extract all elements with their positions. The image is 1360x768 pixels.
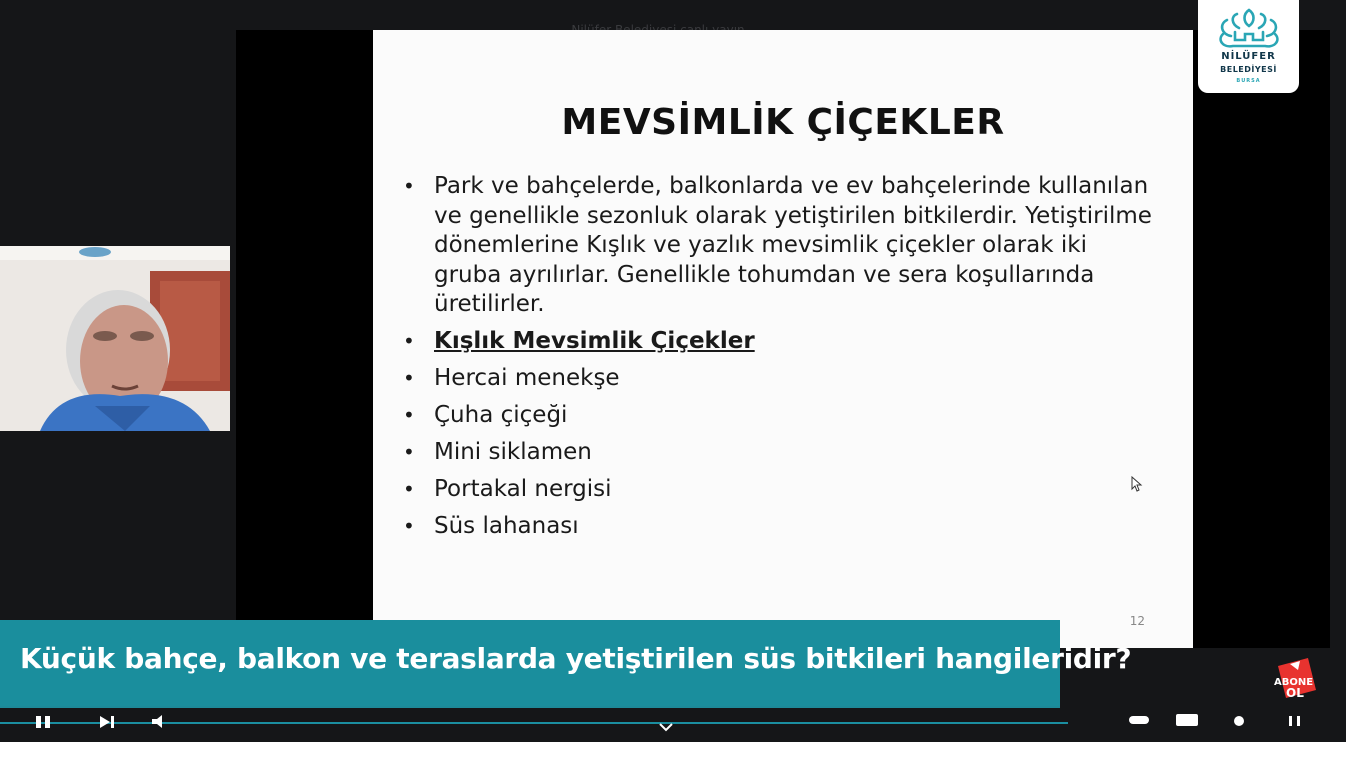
speaker-webcam: [0, 246, 230, 431]
lower-third-question: Küçük bahçe, balkon ve teraslarda yetiştirilen süs bitkileri hangileridir?: [20, 642, 1132, 675]
speaker-video: [0, 246, 230, 431]
slide-page-number: 12: [1129, 614, 1145, 628]
subscribe-label: ABONE: [1274, 677, 1314, 688]
logo-line-3: BURSA: [1236, 78, 1261, 84]
logo-line-2: BELEDİYESİ: [1220, 65, 1277, 74]
next-icon[interactable]: [96, 714, 118, 728]
lotus-logo-icon: [1209, 4, 1289, 52]
bullet-item: • Süs lahanası: [403, 513, 579, 539]
mouse-cursor-icon: [1131, 476, 1143, 492]
slide-bullet-list: [401, 172, 1161, 549]
bullet-item: • Park ve bahçelerde, balkonlarda ve ev bahçelerinde kullanılan ve genellikle sezonluk olarak yetiştirilen bitkilerdir. Yetiştirilme dönemlerine Kışlık ve yazlık mevsimlik çiçekler olarak iki gruba ayrılırlar. Genellikle tohumdan ve sera koşullarında üretilirler.: [403, 173, 1152, 317]
volume-icon[interactable]: [150, 714, 172, 728]
bullet-item: • Portakal nergisi: [403, 476, 612, 502]
bullet-item-heading: • Kışlık Mevsimlik Çiçekler: [403, 328, 755, 354]
lower-third-banner: [0, 620, 1132, 708]
subscribe-badge[interactable]: [1272, 656, 1318, 700]
municipality-logo: [1198, 0, 1299, 93]
pause-icon[interactable]: [34, 714, 54, 728]
presentation-slide: [373, 30, 1193, 648]
settings-gear-icon[interactable]: [1228, 712, 1250, 726]
bullet-item: • Çuha çiçeği: [403, 402, 568, 428]
bullet-item: • Mini siklamen: [403, 439, 592, 465]
subtitles-icon[interactable]: [1174, 712, 1200, 726]
logo-line-1: NİLÜFER: [1221, 51, 1276, 62]
autoplay-toggle-icon[interactable]: [1128, 712, 1150, 726]
bullet-item: • Hercai menekşe: [403, 365, 620, 391]
fullscreen-icon[interactable]: [1284, 712, 1306, 726]
slide-title: MEVSİMLİK ÇİÇEKLER: [561, 102, 1005, 143]
subscribe-label-2: OL: [1286, 686, 1304, 700]
chevron-down-icon[interactable]: [658, 722, 674, 734]
